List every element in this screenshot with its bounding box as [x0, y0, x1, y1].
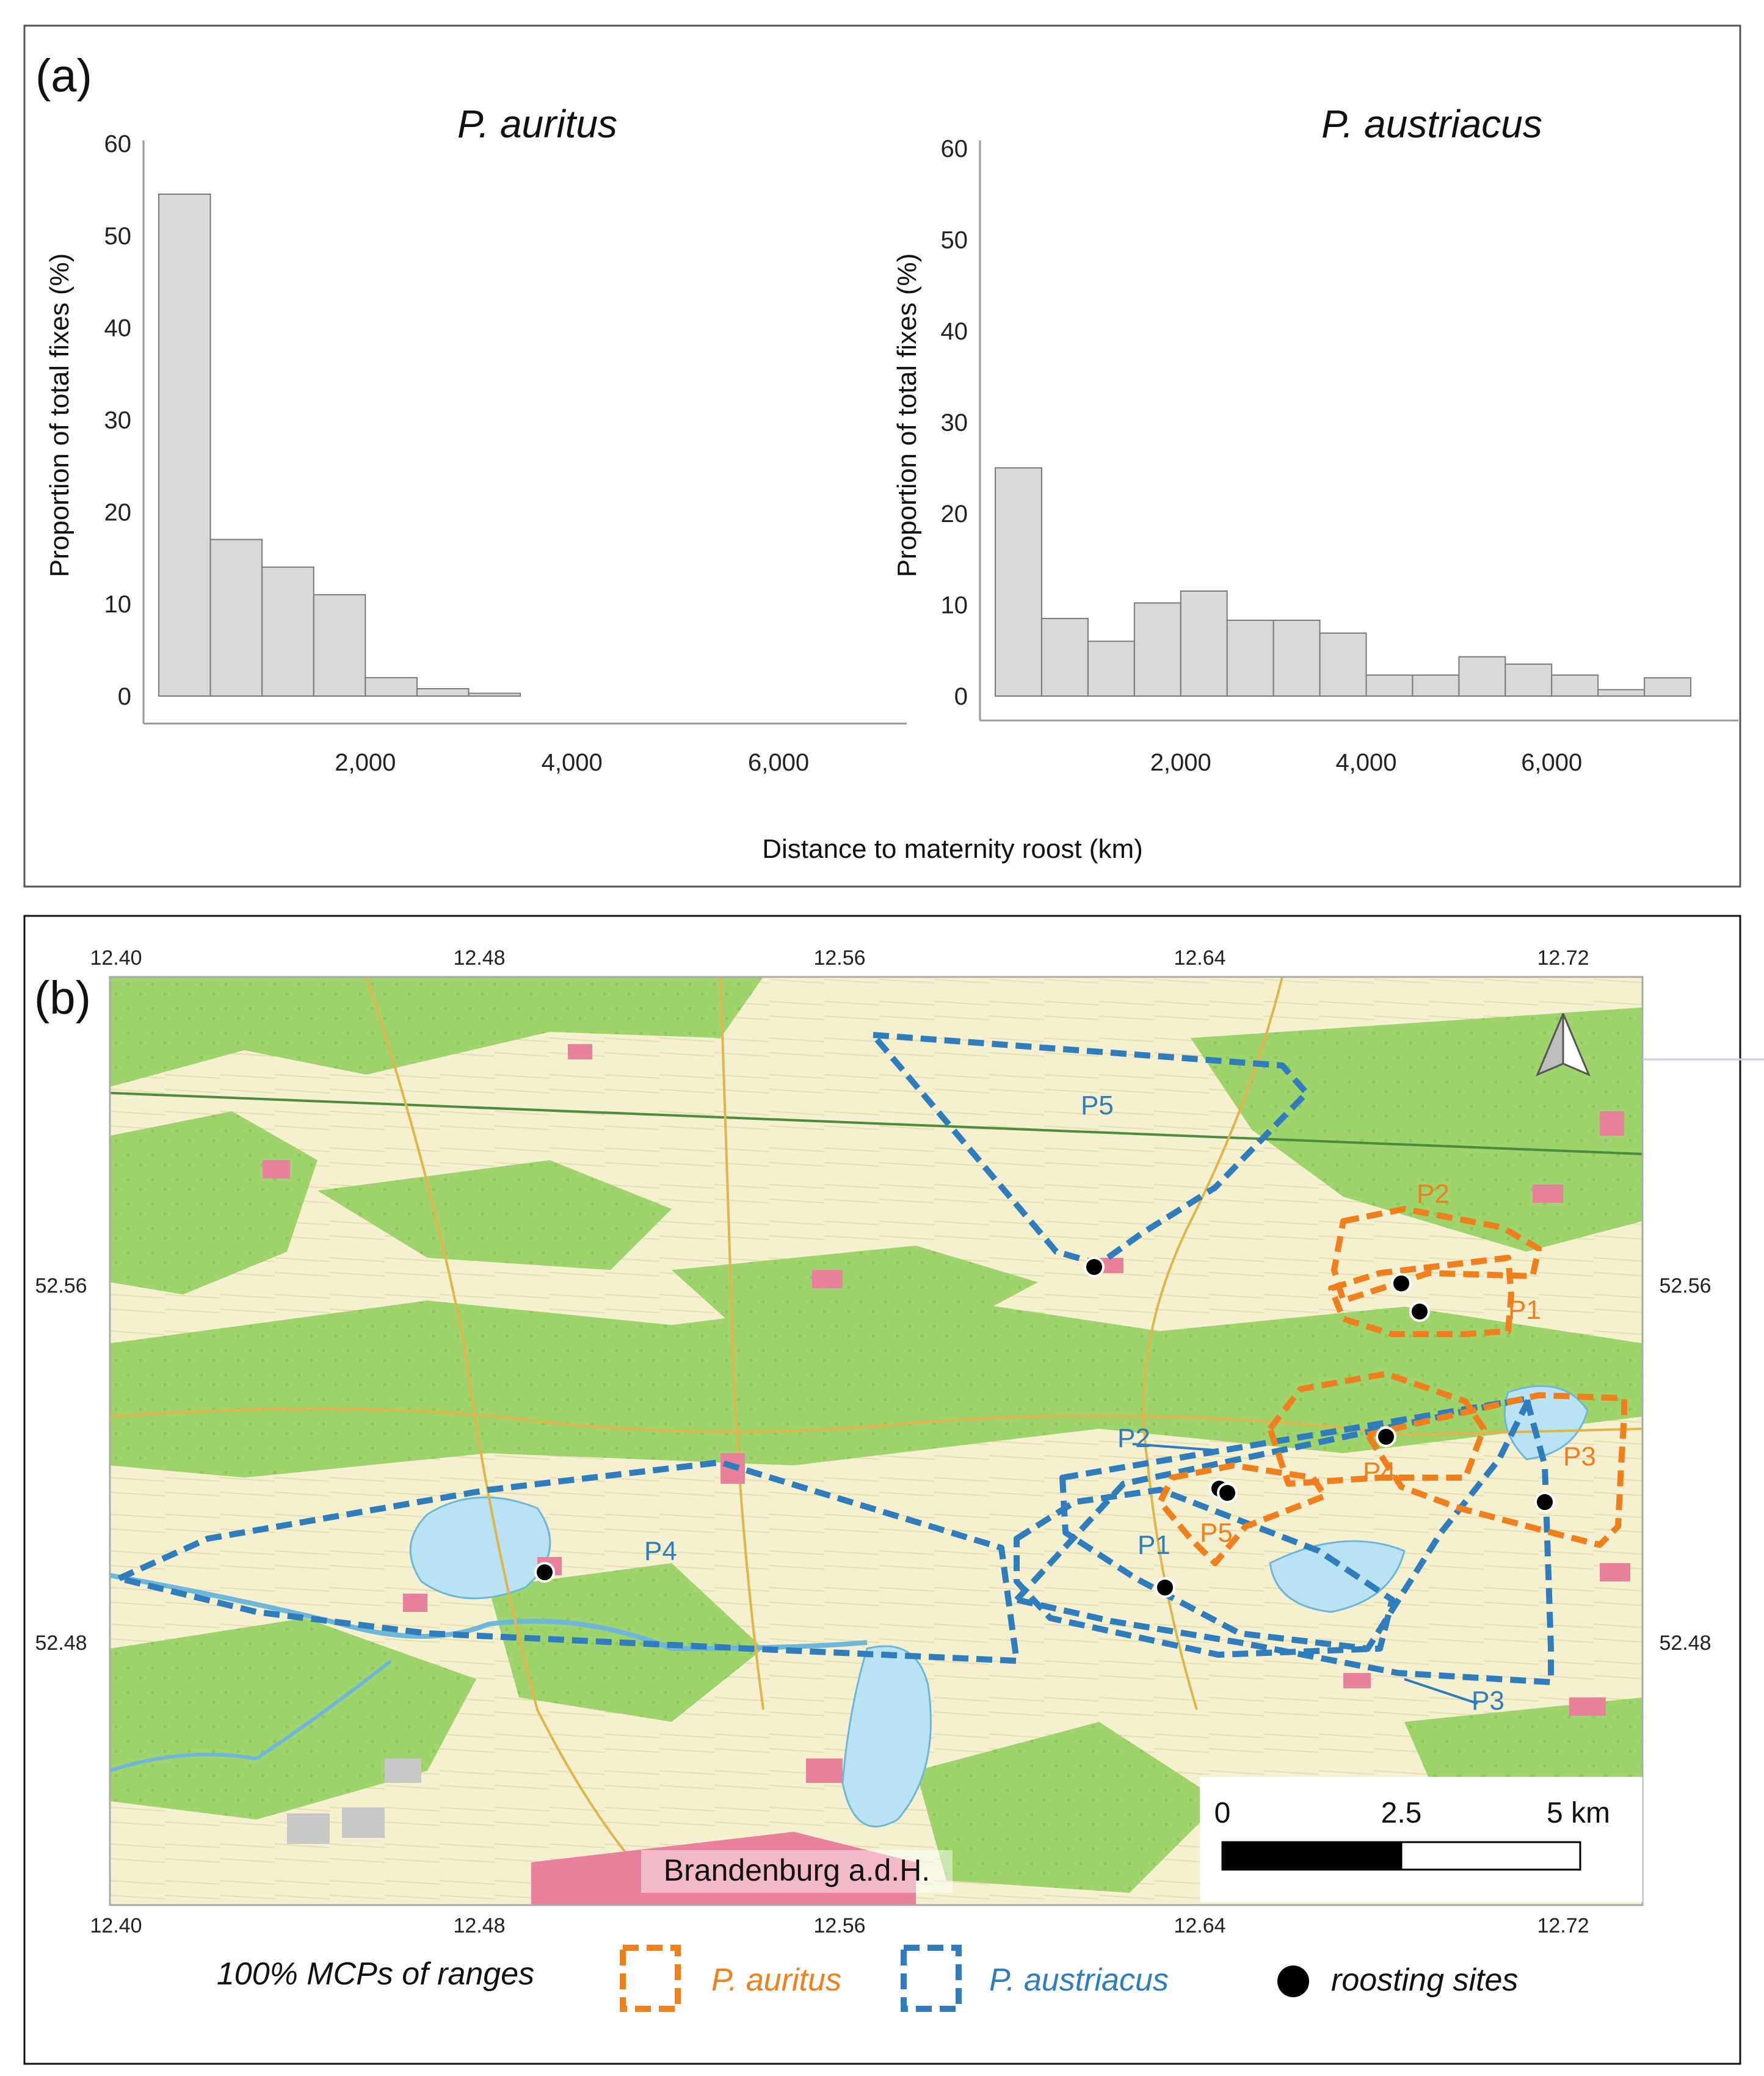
y-tick-label: 30 — [104, 407, 131, 434]
roost-marker — [1218, 1484, 1236, 1502]
histogram-bar — [1505, 664, 1552, 696]
histogram-bar — [211, 540, 263, 696]
lon-label: 12.56 — [813, 1914, 866, 1937]
panel-a-frame — [24, 26, 1740, 887]
roost-marker — [535, 1563, 554, 1581]
histogram-bar — [1367, 675, 1413, 696]
panel-a — [24, 26, 1740, 887]
histogram-bar — [1227, 620, 1274, 696]
histogram-bar — [469, 693, 521, 696]
roost-marker — [1156, 1578, 1174, 1597]
roost-marker — [1410, 1302, 1429, 1321]
lon-label: 12.40 — [90, 946, 142, 970]
histogram-bar — [1552, 675, 1598, 696]
histogram-bar — [1412, 675, 1459, 696]
chart-title: P. auritus — [457, 102, 618, 146]
histogram-bar — [1459, 657, 1505, 696]
lon-label: 12.64 — [1174, 1914, 1226, 1937]
roost-marker — [1392, 1274, 1410, 1293]
scale-label: 2.5 — [1381, 1797, 1422, 1829]
y-tick-label: 20 — [104, 499, 131, 526]
town-label: Brandenburg a.d.H. — [663, 1853, 931, 1887]
legend-label-austriacus: P. austriacus — [989, 1962, 1169, 1998]
legend-title: 100% MCPs of ranges — [216, 1956, 535, 1992]
y-tick-label: 10 — [104, 591, 131, 619]
histogram-bar — [1088, 641, 1134, 696]
range-label: P4 — [644, 1536, 677, 1566]
x-tick-label: 6,000 — [748, 749, 810, 776]
range-label: P4 — [1363, 1457, 1396, 1487]
range-label: P3 — [1563, 1442, 1596, 1472]
roost-marker — [1536, 1493, 1554, 1511]
histogram-bar — [365, 678, 417, 696]
panel-b-label: (b) — [34, 972, 91, 1024]
scale-label: 0 — [1214, 1797, 1231, 1829]
y-tick-label: 0 — [954, 683, 968, 710]
x-tick-label: 2,000 — [1150, 749, 1211, 776]
lon-label: 12.72 — [1537, 946, 1589, 970]
range-label: P5 — [1081, 1091, 1114, 1120]
lon-label: 12.56 — [813, 946, 866, 970]
panel-a-label: (a) — [35, 50, 92, 102]
panel-b — [24, 916, 1764, 2064]
range-label: P2 — [1417, 1179, 1450, 1209]
chart-title: P. austriacus — [1321, 102, 1542, 146]
lon-label: 12.48 — [453, 946, 506, 970]
legend-label-auritus: P. auritus — [711, 1962, 841, 1998]
scale-bar — [1200, 1777, 1642, 1902]
y-tick-label: 20 — [940, 501, 968, 528]
lon-label: 12.72 — [1537, 1914, 1589, 1937]
lon-label: 12.64 — [1174, 946, 1226, 970]
histogram-bar — [1274, 620, 1320, 696]
lat-label: 52.56 — [35, 1274, 87, 1298]
range-label: P3 — [1472, 1686, 1504, 1716]
lat-label: 52.48 — [35, 1631, 87, 1655]
histogram-bar — [1134, 603, 1181, 696]
range-label: P2 — [1117, 1423, 1150, 1453]
histogram-bar — [1598, 690, 1644, 696]
scale-label: 5 km — [1546, 1797, 1611, 1829]
roost-marker — [1377, 1428, 1395, 1446]
range-label: P5 — [1200, 1518, 1233, 1548]
histogram-bar — [262, 567, 314, 696]
y-axis-title: Proportion of total fixes (%) — [892, 253, 922, 578]
topographic-map — [110, 977, 1642, 1905]
roost-marker — [1085, 1258, 1103, 1276]
y-tick-label: 10 — [940, 592, 968, 619]
histogram-bar — [1181, 591, 1227, 696]
y-tick-label: 60 — [940, 136, 968, 162]
x-tick-label: 2,000 — [335, 749, 396, 776]
y-tick-label: 40 — [104, 314, 131, 342]
histogram-bar — [995, 468, 1042, 696]
x-tick-label: 6,000 — [1521, 749, 1583, 776]
y-tick-label: 60 — [104, 131, 131, 158]
lat-label: 52.56 — [1659, 1274, 1711, 1298]
y-tick-label: 0 — [117, 683, 131, 710]
y-tick-label: 30 — [940, 409, 968, 437]
x-tick-label: 4,000 — [1335, 749, 1397, 776]
y-tick-label: 50 — [104, 222, 131, 250]
y-tick-label: 40 — [940, 318, 968, 345]
histogram-bar — [314, 595, 366, 696]
lon-label: 12.40 — [90, 1914, 142, 1937]
histogram-bar — [1320, 633, 1367, 696]
lat-label: 52.48 — [1659, 1631, 1711, 1655]
x-axis-title: Distance to maternity roost (km) — [762, 834, 1143, 864]
legend-roost-marker — [1277, 1965, 1309, 1997]
range-label: P1 — [1508, 1295, 1541, 1325]
lon-label: 12.48 — [453, 1914, 506, 1937]
legend-label-roost: roosting sites — [1331, 1962, 1519, 1998]
y-axis-title: Proportion of total fixes (%) — [45, 253, 74, 578]
y-tick-label: 50 — [940, 227, 968, 254]
histogram-bar — [1042, 619, 1088, 696]
range-label: P1 — [1138, 1530, 1171, 1560]
histogram-bar — [1644, 678, 1691, 696]
histogram-bar — [159, 194, 211, 696]
x-tick-label: 4,000 — [541, 749, 603, 776]
histogram-bar — [417, 689, 469, 696]
